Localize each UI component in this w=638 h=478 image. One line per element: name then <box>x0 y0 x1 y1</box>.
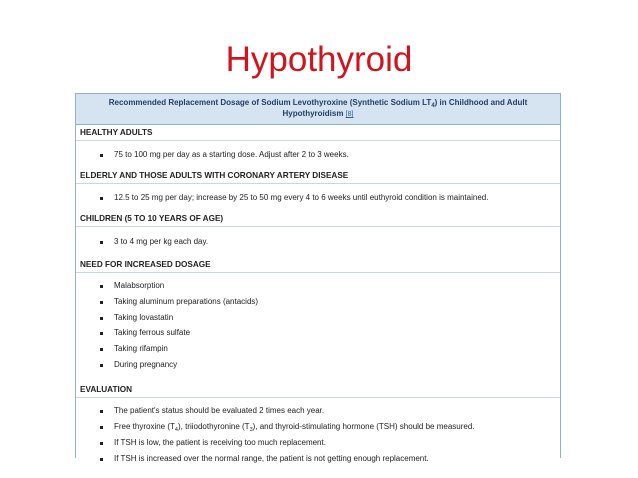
section-heading: ELDERLY AND THOSE ADULTS WITH CORONARY ARTERY DISEASE <box>76 168 560 184</box>
list-item: If TSH is increased over the normal range, the patient is not getting enough replacement. <box>76 454 429 464</box>
section-heading: EVALUATION <box>76 382 560 398</box>
slide-title: Hypothyroid <box>225 40 413 79</box>
section-heading: CHILDREN (5 TO 10 YEARS OF AGE) <box>76 211 560 227</box>
section-body <box>76 398 560 478</box>
list-item: 3 to 4 mg per kg each day. <box>76 237 208 247</box>
section-body <box>76 184 560 211</box>
list-item: Malabsorption <box>76 281 164 291</box>
header-line2: Hypothyroidism <box>282 109 344 118</box>
section-body <box>76 227 560 257</box>
dosage-table <box>75 93 561 463</box>
table-header <box>76 94 560 125</box>
list-item: Taking lovastatin <box>76 313 173 323</box>
section-heading: NEED FOR INCREASED DOSAGE <box>76 257 560 273</box>
header-text: Recommended Replacement Dosage of Sodium Levothyroxine (Synthetic Sodium LT <box>108 98 432 107</box>
list-item: If TSH is low, the patient is receiving too much replacement. <box>76 438 326 448</box>
list-item: Taking rifampin <box>76 344 168 354</box>
section-body <box>76 273 560 382</box>
list-item: Free thyroxine $(T_4)$, triiodothyronine $(T_3)$, and thyroid-stimulating hormone (TSH) should be measured. <box>76 422 475 432</box>
list-item: Taking aluminum preparations (antacids) <box>76 297 258 307</box>
list-item: 75 to 100 mg per day as a starting dose. Adjust after 2 to 3 weeks. <box>76 150 349 160</box>
section-heading: HEALTHY ADULTS <box>76 125 560 141</box>
list-item: During pregnancy <box>76 360 177 370</box>
section-body <box>76 141 560 168</box>
list-item: Taking ferrous sulfate <box>76 328 190 338</box>
reference-link[interactable]: [8] <box>345 111 354 118</box>
list-item: The patient's status should be evaluated 2 times each year. <box>76 406 324 416</box>
header-text-post: ) in Childhood and Adult <box>434 98 528 107</box>
list-item: 12.5 to 25 mg per day; increase by 25 to 50 mg every 4 to 6 weeks until euthyroid condition is maintained. <box>76 193 488 203</box>
header-sub: 4 <box>431 103 435 109</box>
